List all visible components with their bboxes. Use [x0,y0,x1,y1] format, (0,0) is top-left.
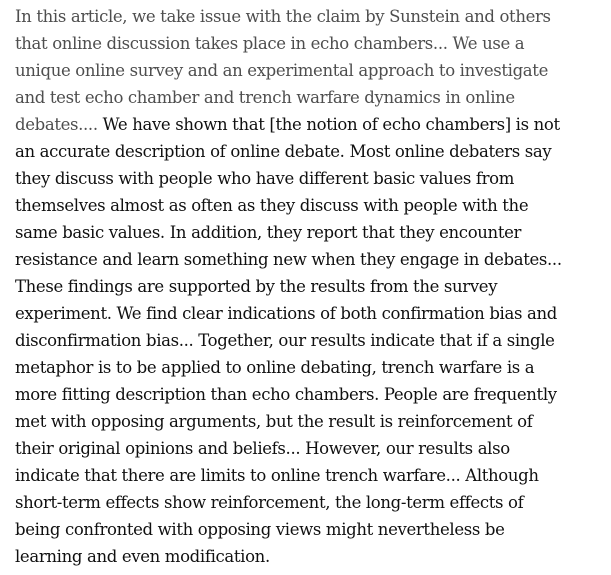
text-line-5-intro: debates.... [15,115,103,134]
text-line-15: more fitting description than echo chambers. People are frequently [15,385,557,404]
text-line-8: themselves almost as often as they discuss with people with the [15,196,529,215]
text-line-16: met with opposing arguments, but the result is reinforcement of [15,412,533,431]
text-line-21: learning and even modification. [15,547,270,566]
text-line-2: that online discussion takes place in echo chambers... We use a [15,34,525,53]
text-line-1: In this article, we take issue with the claim by Sunstein and others [15,7,551,26]
text-line-18: indicate that there are limits to online trench warfare... Although [15,466,539,485]
text-line-5-body: We have shown that [the notion of echo chambers] is not [102,115,560,134]
text-line-3: unique online survey and an experimental approach to investigate [15,61,548,80]
text-line-12: experiment. We find clear indications of both confirmation bias and [15,304,557,323]
text-line-9: same basic values. In addition, they report that they encounter [15,223,522,242]
text-line-17: their original opinions and beliefs... However, our results also [15,439,510,458]
text-line-5 [15,111,605,138]
text-line-4: and test echo chamber and trench warfare dynamics in online [15,88,515,107]
text-line-6: an accurate description of online debate. Most online debaters say [15,142,552,161]
quoted-passage [15,3,605,570]
text-line-11: These findings are supported by the results from the survey [15,277,498,296]
text-line-20: being confronted with opposing views might nevertheless be [15,520,505,539]
text-line-13: disconfirmation bias... Together, our results indicate that if a single [15,331,555,350]
text-line-14: metaphor is to be applied to online debating, trench warfare is a [15,358,535,377]
text-line-10: resistance and learn something new when they engage in debates... [15,250,562,269]
text-line-19: short-term effects show reinforcement, the long-term effects of [15,493,524,512]
text-line-7: they discuss with people who have different basic values from [15,169,515,188]
